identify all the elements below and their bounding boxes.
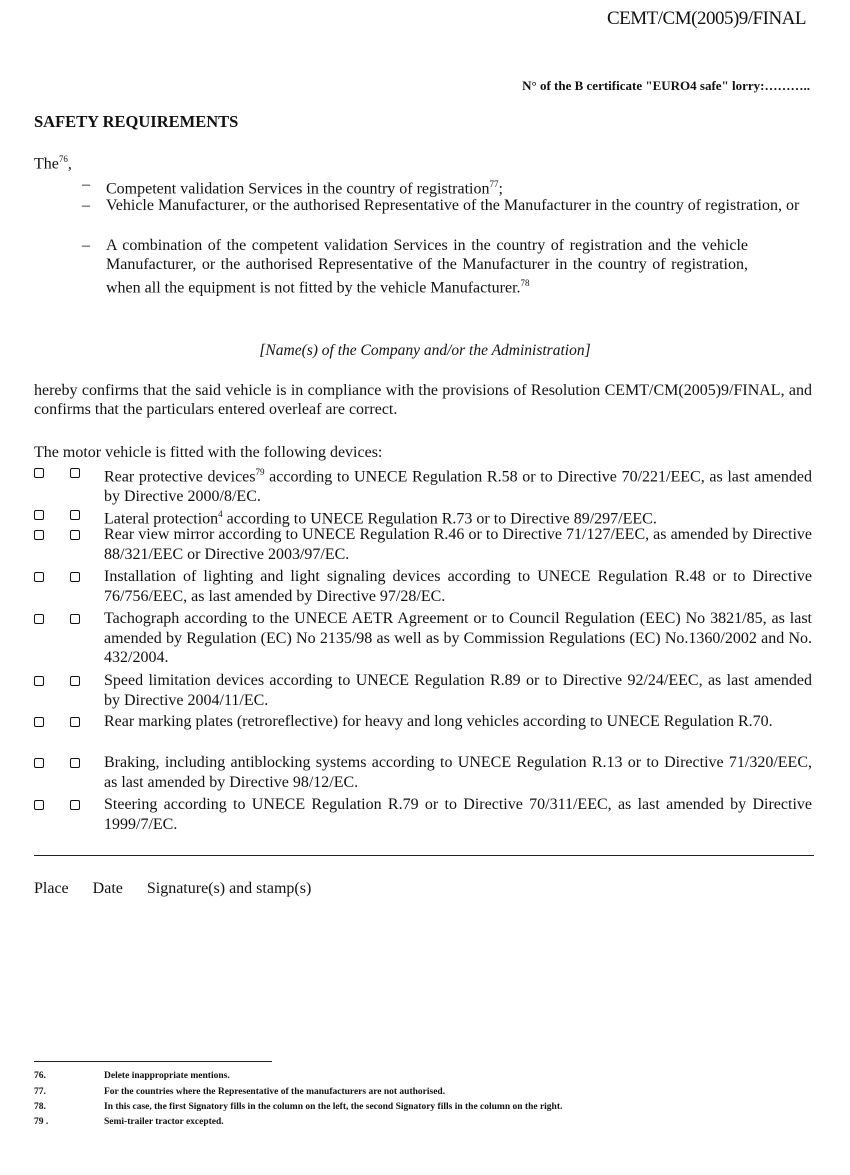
issuer-option <box>82 196 812 215</box>
device-text-main: Lateral protection <box>104 510 219 528</box>
checkbox-left[interactable] <box>34 468 44 478</box>
device-text: Braking, including antiblocking systems according to UNECE Regulation R.13 or to Directive 71/320/EEC, as last amended by Directive 98/12/EC. <box>104 754 812 791</box>
checkbox-right[interactable] <box>70 800 80 810</box>
checkbox-right[interactable] <box>70 530 80 540</box>
signature-row <box>34 880 331 898</box>
device-text-main: Rear protective devices <box>104 468 256 486</box>
dash-bullet: – <box>82 197 90 214</box>
footnote-text: Semi-trailer tractor excepted. <box>104 1117 224 1127</box>
footnote-ref-4: 4 <box>218 509 223 519</box>
checkbox-right[interactable] <box>70 758 80 768</box>
checkbox-left[interactable] <box>34 510 44 520</box>
issuer-option-text <box>106 175 812 198</box>
section-title: SAFETY REQUIREMENTS <box>34 112 239 131</box>
signature-stamp-label: Signature(s) and stamp(s) <box>146 880 312 897</box>
device-text-rest: according to UNECE Regulation R.73 or to Directive 89/297/EEC. <box>222 510 657 528</box>
section-divider <box>34 855 814 856</box>
checkbox-right[interactable] <box>70 717 80 727</box>
intro-word: The <box>34 155 59 173</box>
footnote-ref-79: 79 <box>255 467 265 477</box>
checkbox-left[interactable] <box>34 614 44 624</box>
footnote-number: 79 . <box>34 1117 49 1127</box>
issuer-option <box>82 236 748 297</box>
checkbox-left[interactable] <box>34 572 44 582</box>
device-text: Rear view mirror according to UNECE Regulation R.46 or to Directive 71/127/EEC, as amended by Directive 88/321/EEC or Directive 2003/97/EC. <box>104 526 812 563</box>
footnote-number: 76. <box>34 1071 46 1081</box>
confirmation-paragraph: hereby confirms that the said vehicle is in compliance with the provisions of Resolution CEMT/CM(2005)9/FINAL, and confirms that the particulars entered overleaf are correct. <box>34 382 812 418</box>
device-text: Steering according to UNECE Regulation R.79 or to Directive 70/311/EEC, as last amended by Directive 1999/7/EC. <box>104 796 812 833</box>
device-text: Installation of lighting and light signaling devices according to UNECE Regulation R.48 or to Directive 76/756/EEC, as last amended by Directive 97/28/EC. <box>104 568 812 605</box>
dash-bullet: – <box>82 176 90 193</box>
checkbox-left[interactable] <box>34 758 44 768</box>
checkbox-left[interactable] <box>34 800 44 810</box>
checkbox-left[interactable] <box>34 530 44 540</box>
device-text-rest: according to UNECE Regulation R.58 or to Directive 70/221/EEC, as last amended by Directive 2000/8/EC. <box>104 468 812 505</box>
certificate-number-line: N° of the B certificate "EURO4 safe" lorry:……….. <box>522 78 810 93</box>
issuer-option-trail: ; <box>498 180 503 198</box>
checkbox-right[interactable] <box>70 468 80 478</box>
footnote-ref-76: 76 <box>58 154 68 164</box>
footnote-number: 77. <box>34 1087 46 1097</box>
issuer-option <box>82 175 812 198</box>
checkbox-right[interactable] <box>70 614 80 624</box>
date-label: Date <box>92 880 123 897</box>
issuer-option-body: A combination of the competent validation Services in the country of registration and the vehicle Manufacturer, or the authorised Representative of the Manufacturer in the country of registration, when all the equipment is not fitted by the vehicle Manufacturer. <box>106 237 748 297</box>
dash-bullet: – <box>82 237 90 254</box>
device-text: Rear marking plates (retroreflective) for heavy and long vehicles according to UNECE Regulation R.70. <box>104 713 773 730</box>
company-name-placeholder: [Name(s) of the Company and/or the Administration] <box>259 342 591 359</box>
footnote-number: 78. <box>34 1102 46 1112</box>
footnote-ref-78: 78 <box>520 278 530 288</box>
device-text <box>104 463 812 506</box>
footnote-text: For the countries where the Representative of the manufacturers are not authorised. <box>104 1087 446 1097</box>
footnote-text: Delete inappropriate mentions. <box>104 1071 230 1081</box>
checkbox-left[interactable] <box>34 717 44 727</box>
device-text: Speed limitation devices according to UNECE Regulation R.89 or to Directive 92/24/EEC, as last amended by Directive 2004/11/EC. <box>104 672 812 709</box>
checkbox-right[interactable] <box>70 572 80 582</box>
checkbox-right[interactable] <box>70 676 80 686</box>
issuer-option-text <box>106 236 748 297</box>
intro-trail: , <box>67 155 72 173</box>
footnote-text: In this case, the first Signatory fills in the column on the left, the second Signatory fills in the column on the right. <box>104 1102 563 1112</box>
document-reference: CEMT/CM(2005)9/FINAL <box>607 8 806 29</box>
checkbox-left[interactable] <box>34 676 44 686</box>
issuer-option-text: Vehicle Manufacturer, or the authorised Representative of the Manufacturer in the country of registration, or <box>106 197 800 214</box>
intro-the <box>34 154 72 173</box>
devices-intro: The motor vehicle is fitted with the following devices: <box>34 444 383 461</box>
footnote-divider <box>34 1061 272 1062</box>
issuer-option-body: Competent validation Services in the country of registration <box>106 180 490 198</box>
checkbox-right[interactable] <box>70 510 80 520</box>
device-text: Tachograph according to the UNECE AETR Agreement or to Council Regulation (EEC) No 3821/85, as last amended by Regulation (EC) No 2135/98 as well as by Commission Regulations (EC) No.1360/2002 and No. 432/2004. <box>104 610 812 666</box>
place-label: Place <box>34 880 69 897</box>
footnote-ref-77: 77 <box>489 179 499 189</box>
